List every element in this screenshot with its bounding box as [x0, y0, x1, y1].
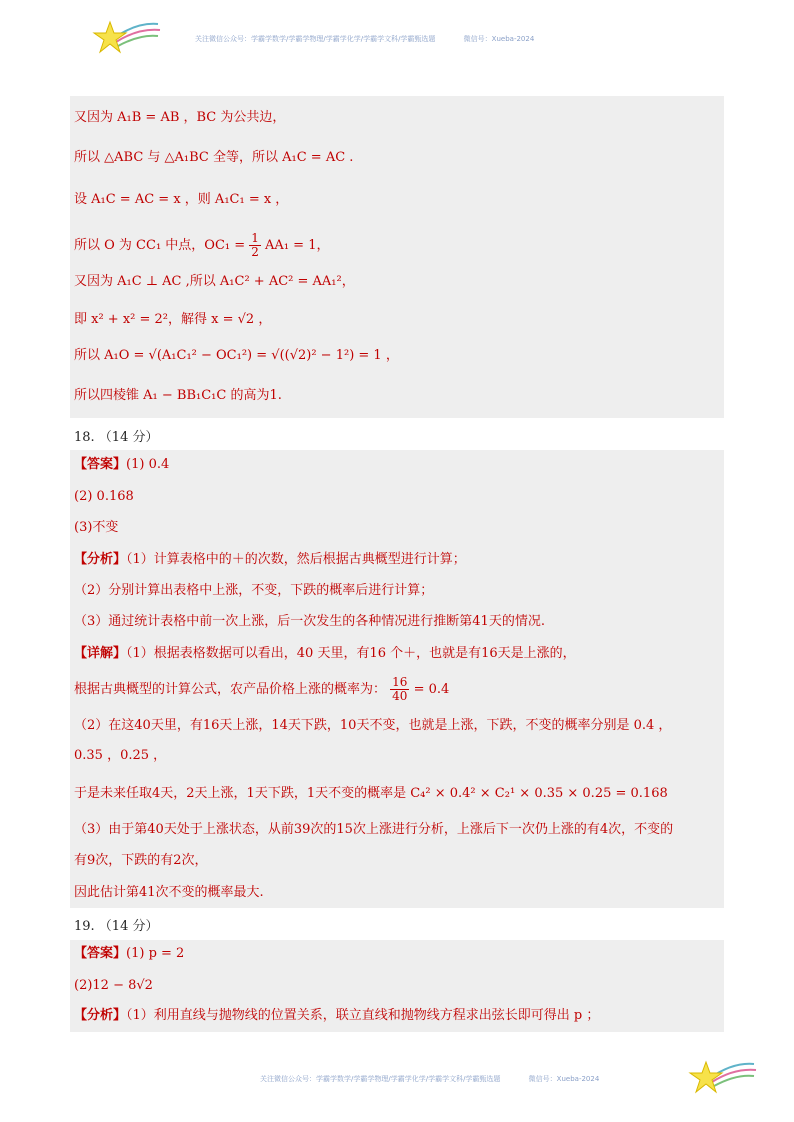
q18-analysis-3: （3）通过统计表格中前一次上涨，后一次发生的各种情况进行推断第41天的情况.	[74, 614, 545, 629]
q17-line-3: 设 A₁C = AC = x ，则 A₁C₁ = x ，	[74, 192, 289, 207]
q17-line-5: 又因为 A₁C ⊥ AC ,所以 A₁C² + AC² = AA₁²，	[74, 274, 355, 289]
star-logo-icon	[92, 16, 162, 58]
footer-wechat: 微信号：Xueba-2024	[528, 1075, 600, 1083]
q17-line-2: 所以 △ABC 与 △A₁BC 全等，所以 A₁C = AC .	[74, 150, 354, 165]
q18-answer-1-text: (1) 0.4	[126, 457, 170, 472]
analysis-tag: 【分析】	[74, 1008, 127, 1023]
header-text: 关注微信公众号：学霸学数学/学霸学物理/学霸学化学/学霸学文科/学霸甄选题	[195, 35, 436, 43]
fraction-num: 1	[251, 231, 259, 245]
q18-detail-8: 因此估计第41次不变的概率最大.	[74, 885, 264, 900]
q19-answer-2: (2)12 − 8√2	[74, 978, 153, 993]
header-banner	[195, 34, 534, 44]
q18-detail-2-text: 根据古典概型的计算公式，农产品价格上涨的概率为：	[74, 682, 387, 697]
q17-solution-block	[70, 96, 724, 418]
q17-line-4-text: 所以 O 为 CC₁ 中点，OC₁ =	[74, 238, 250, 253]
q17-line-8: 所以四棱锥 A₁ − BB₁C₁C 的高为1.	[74, 388, 282, 403]
q18-detail-2-tail: = 0.4	[413, 682, 450, 697]
q19-solution-block	[70, 940, 724, 1032]
q18-answer-3: (3)不变	[74, 520, 119, 535]
q17-line-1: 又因为 A₁B = AB ，BC 为公共边，	[74, 110, 286, 125]
q19-answer-1-text: (1) p = 2	[126, 946, 185, 961]
q17-line-6: 即 x² + x² = 2²，解得 x = √2 ，	[74, 312, 272, 327]
fraction-half	[249, 232, 261, 259]
q18-detail-6: （3）由于第40天处于上涨状态，从前39次的15次上涨进行分析，上涨后下一次仍上涨的有4次，不变的	[74, 822, 674, 837]
q18-analysis-2: （2）分别计算出表格中上涨，不变，下跌的概率后进行计算；	[74, 583, 434, 598]
q18-detail-1	[74, 646, 576, 662]
q18-detail-5: 于是未来任取4天，2天上涨，1天下跌，1天不变的概率是 C₄² × 0.4² × C₂¹ × 0.35 × 0.25 = 0.168	[74, 786, 668, 801]
q18-detail-7: 有9次，下跌的有2次，	[74, 853, 208, 868]
star-logo-icon	[688, 1056, 758, 1098]
q18-heading: 18. （14 分）	[74, 430, 159, 445]
fraction-den: 2	[251, 245, 259, 259]
q17-line-4-tail: AA₁ = 1，	[265, 238, 330, 253]
fraction-num: 16	[392, 675, 408, 689]
q19-heading: 19. （14 分）	[74, 919, 159, 934]
header-wechat: 微信号：Xueba-2024	[463, 35, 535, 43]
analysis-tag: 【分析】	[74, 552, 127, 567]
answer-tag: 【答案】	[74, 457, 127, 472]
q18-analysis-1-text: （1）计算表格中的＋的次数，然后根据古典概型进行计算；	[126, 552, 466, 567]
q17-line-7: 所以 A₁O = √(A₁C₁² − OC₁²) = √((√2)² − 1²) = 1 ，	[74, 348, 399, 363]
q18-detail-1-text: （1）根据表格数据可以看出，40 天里，有16 个＋，也就是有16天是上涨的，	[126, 646, 576, 661]
fraction-den: 40	[392, 689, 408, 703]
q18-answer-2: (2) 0.168	[74, 489, 134, 504]
footer-text: 关注微信公众号：学霸学数学/学霸学物理/学霸学化学/学霸学文科/学霸甄选题	[260, 1075, 501, 1083]
q18-detail-4: 0.35 ，0.25 ，	[74, 748, 167, 763]
q18-detail-3: （2）在这40天里，有16天上涨，14天下跌，10天不变，也就是上涨，下跌，不变的概率分别是 0.4 ，	[74, 718, 672, 733]
q17-line-4	[74, 232, 329, 259]
fraction-16-40	[390, 676, 409, 703]
q18-answer-1	[74, 457, 169, 473]
q18-analysis-1	[74, 552, 466, 568]
q19-answer-1	[74, 946, 184, 962]
q19-analysis-1	[74, 1008, 599, 1024]
q19-analysis-1-text: （1）利用直线与抛物线的位置关系，联立直线和抛物线方程求出弦长即可得出 p ；	[126, 1008, 600, 1023]
q18-solution-block	[70, 450, 724, 908]
detail-tag: 【详解】	[74, 646, 127, 661]
q18-detail-2	[74, 676, 449, 703]
footer-banner	[260, 1074, 599, 1084]
answer-tag: 【答案】	[74, 946, 127, 961]
